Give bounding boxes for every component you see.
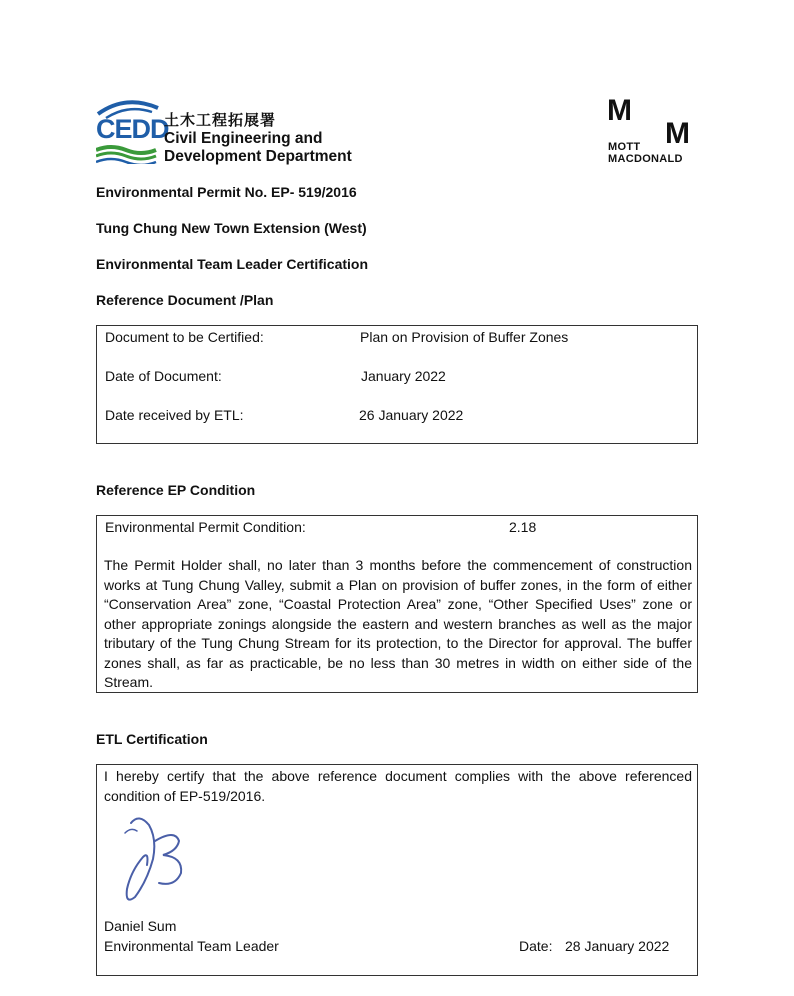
macdonald-word: MACDONALD xyxy=(608,153,683,165)
etl-certification-box xyxy=(96,764,698,976)
reference-document-box xyxy=(96,325,698,444)
signatory-title: Environmental Team Leader xyxy=(104,938,279,954)
permit-number-heading: Environmental Permit No. EP- 519/2016 xyxy=(96,184,357,200)
certification-statement: I hereby certify that the above reference document complies with the above referenced condition of EP-519/2016. xyxy=(104,768,692,804)
cedd-name-line2: Development Department xyxy=(164,148,352,165)
date-of-document-value: January 2022 xyxy=(361,368,446,384)
ep-condition-label: Environmental Permit Condition: xyxy=(105,519,306,535)
mott-logo-m1: M xyxy=(607,94,632,127)
ep-condition-text: The Permit Holder shall, no later than 3 months before the commencement of construction works at Tung Chung Valley, submit a Plan on provision of buffer zones, in the form of either “Conservation Area” zone, “Coastal Protection Area” zone, “Other Specified Uses” zone or other appropriate zonings alongside the eastern and western branches as well as the major tributary of the Tung Chung Stream for its protection, to the Director for approval. The buffer zones shall, as far as practicable, be no less than 30 metres in width on either side of the Stream. xyxy=(104,557,692,690)
mott-logo-m2: M xyxy=(665,117,690,150)
project-heading: Tung Chung New Town Extension (West) xyxy=(96,220,367,236)
cedd-abbreviation: CEDD xyxy=(96,114,169,144)
date-of-document-label: Date of Document: xyxy=(105,368,222,384)
reference-document-heading: Reference Document /Plan xyxy=(96,292,274,308)
signatory-name: Daniel Sum xyxy=(104,918,177,934)
date-label: Date: xyxy=(519,938,553,954)
cedd-name-line1: Civil Engineering and xyxy=(164,130,323,147)
cedd-chinese-name: 土木工程拓展署 xyxy=(164,111,277,129)
date-value: 28 January 2022 xyxy=(565,938,670,954)
cedd-logo xyxy=(96,98,366,168)
etl-certification-heading: ETL Certification xyxy=(96,731,208,747)
date-received-label: Date received by ETL: xyxy=(105,407,244,423)
reference-ep-condition-heading: Reference EP Condition xyxy=(96,482,256,498)
document-label: Document to be Certified: xyxy=(105,329,264,345)
ep-condition-number: 2.18 xyxy=(509,519,537,535)
mott-macdonald-logo xyxy=(607,94,707,169)
document-value: Plan on Provision of Buffer Zones xyxy=(360,329,569,345)
ep-condition-box xyxy=(96,515,698,693)
signature-icon xyxy=(117,811,197,906)
mott-word: MOTT xyxy=(608,141,641,153)
date-received-value: 26 January 2022 xyxy=(359,407,464,423)
certification-title: Environmental Team Leader Certification xyxy=(96,256,369,272)
